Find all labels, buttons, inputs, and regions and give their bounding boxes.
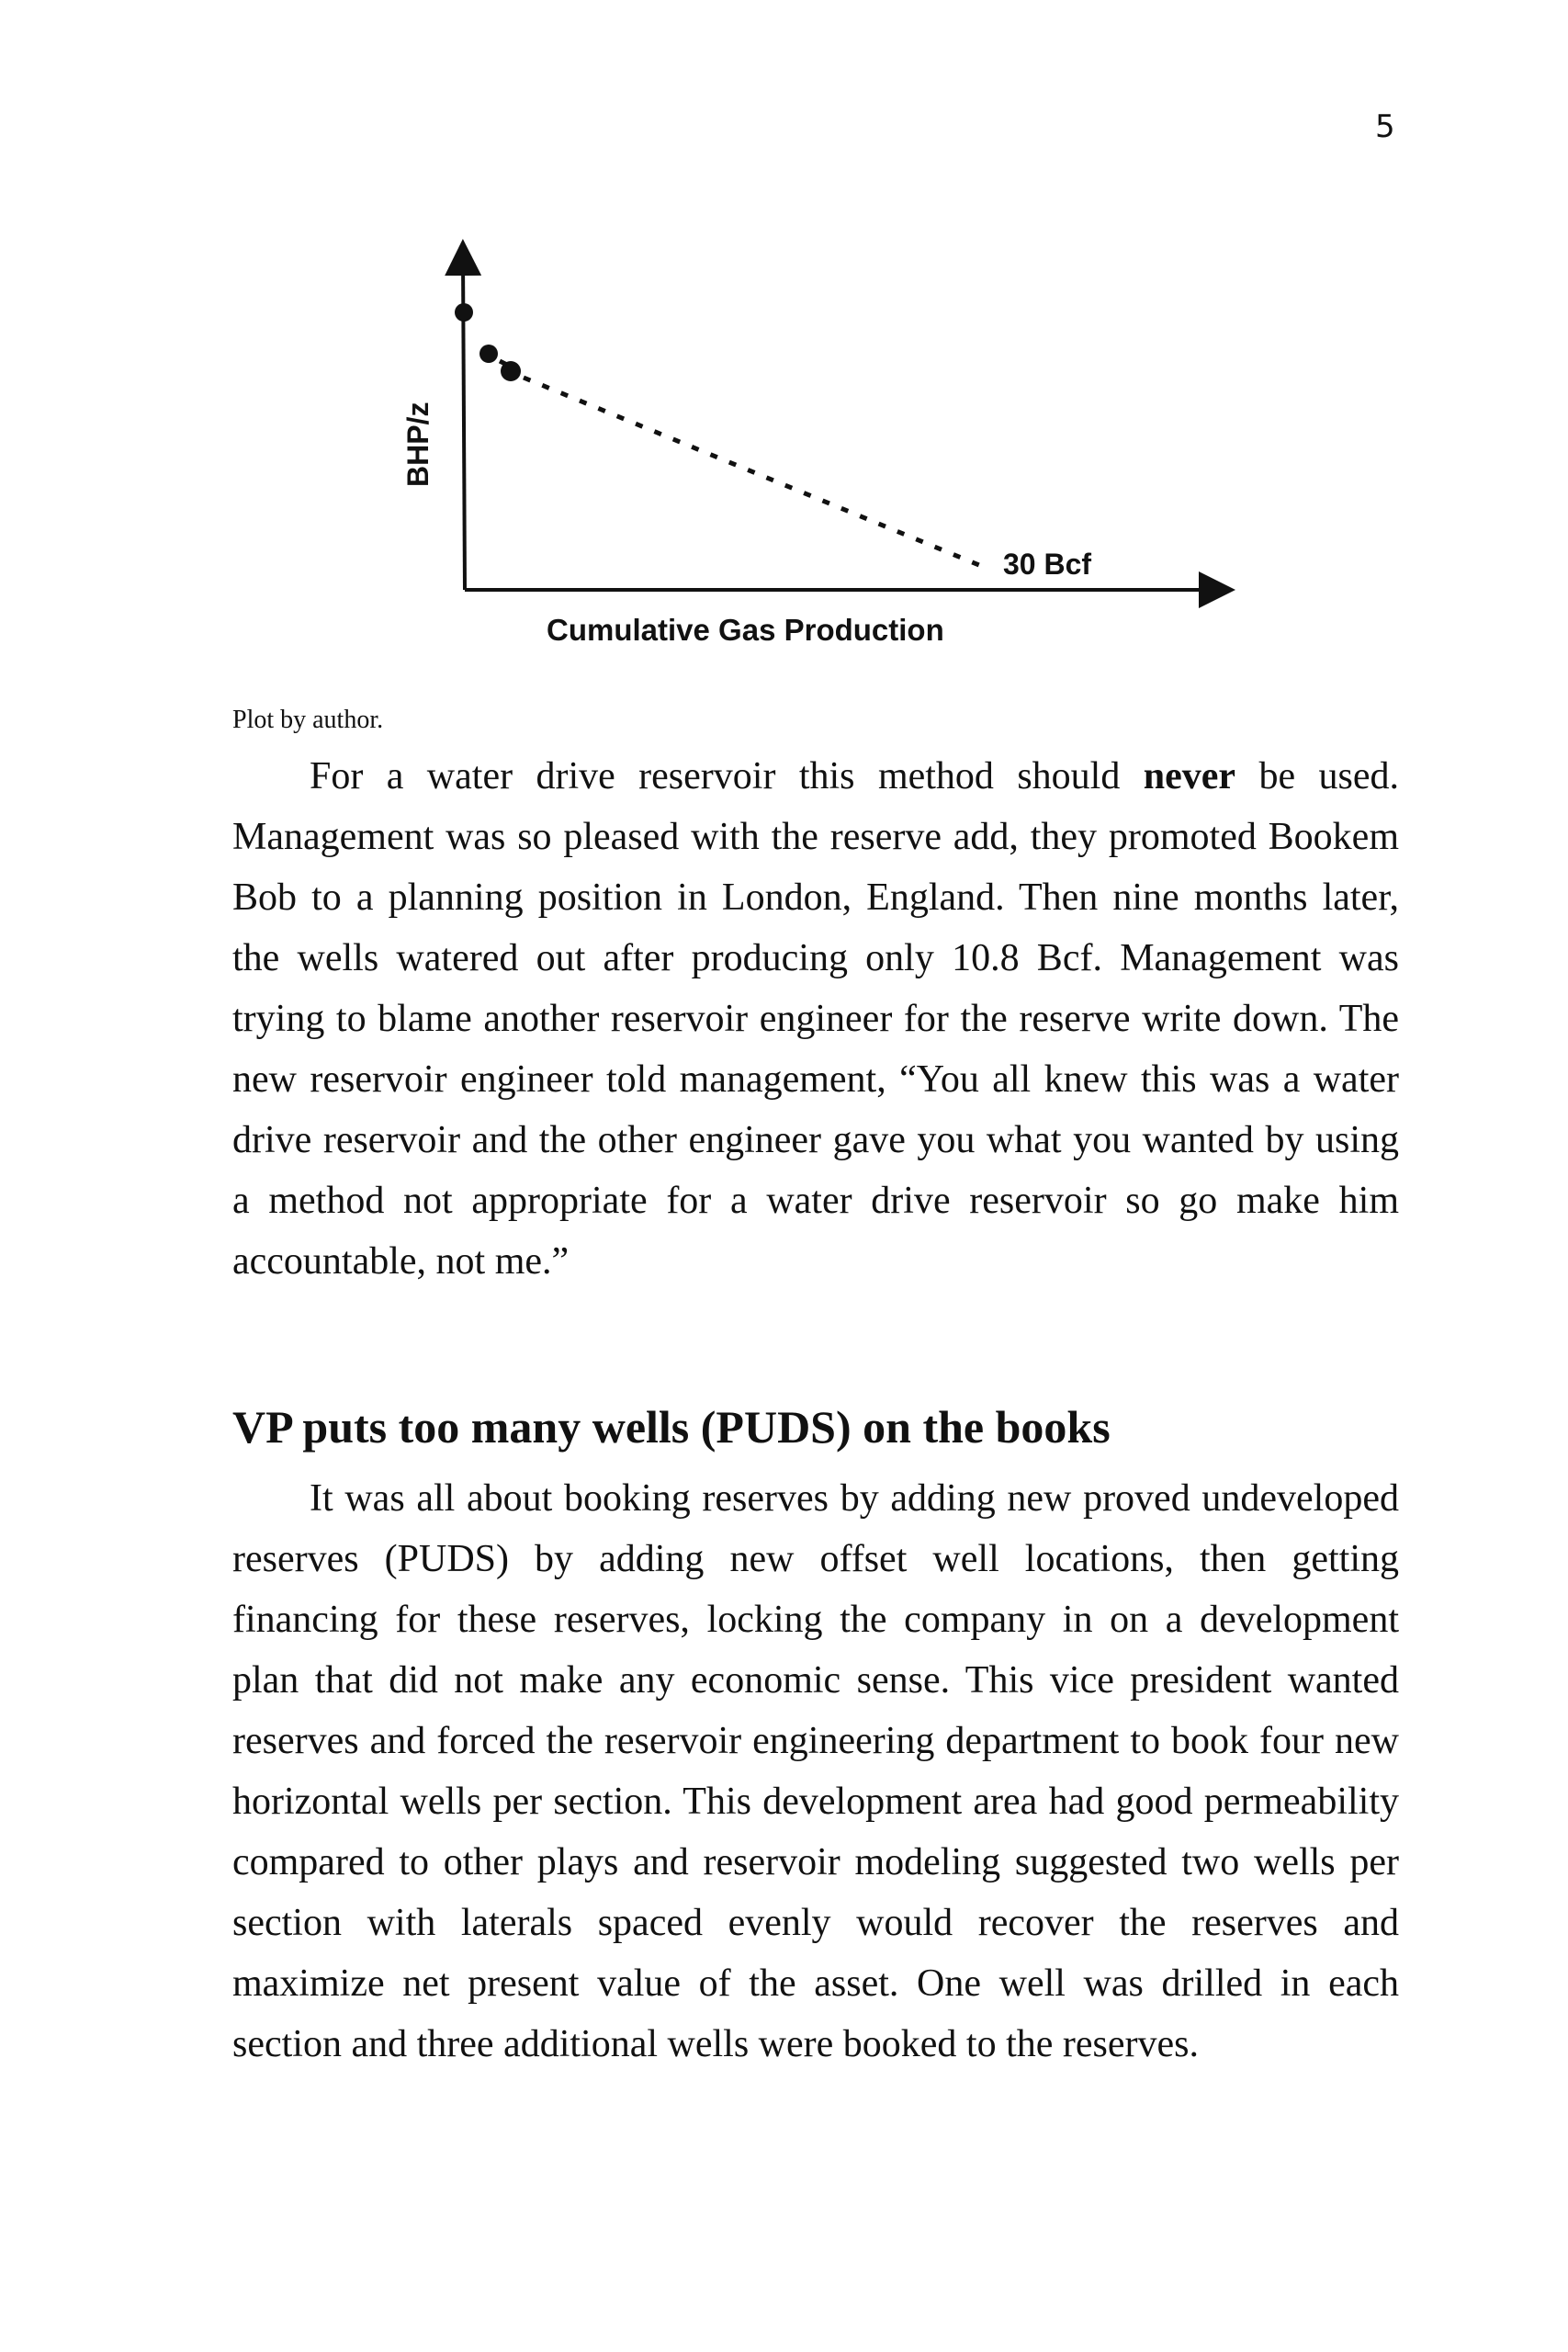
section-1-body bbox=[232, 746, 1399, 1292]
paragraph-text: be used. Management was so pleased with the reserve add, they promoted Bookem Bob to a planning position in London, England. Then nine months later, the wells watered out after producing only 10.8 Bcf. Management was trying to blame another reservoir engineer for the reserve write down. The new reservoir engineer told management, “You all knew this was a water drive reservoir and the other engineer gave you what you wanted by using a method not appropriate for a water drive reservoir so go make him accountable, not me.” bbox=[232, 755, 1399, 1283]
paragraph-text: For a water drive reservoir this method should bbox=[310, 755, 1144, 797]
paragraph bbox=[232, 746, 1399, 1292]
pz-plot-figure bbox=[386, 248, 1268, 671]
page-number: 5 bbox=[1375, 108, 1395, 145]
paragraph: It was all about booking reserves by adding new proved undeveloped reserves (PUDS) by adding new offset well locations, then getting financing for these reserves, locking the company in on a development plan that did not make any economic sense. This vice president wanted reserves and forced the reservoir engineering department to book four new horizontal wells per section. This development area had good permeability compared to other plays and reservoir modeling suggested two wells per section with laterals spaced evenly would recover the reserves and maximize net present value of the asset. One well was drilled in each section and three additional wells were booked to the reserves. bbox=[232, 1477, 1399, 2065]
pz-plot bbox=[386, 248, 1268, 671]
trend-line bbox=[524, 378, 990, 570]
figure-caption: Plot by author. bbox=[232, 706, 384, 734]
data-point bbox=[455, 303, 473, 322]
section-2-body bbox=[232, 1468, 1399, 2075]
emphasis-text: never bbox=[1143, 755, 1236, 797]
data-point bbox=[479, 345, 498, 363]
end-annotation: 30 Bcf bbox=[1003, 548, 1092, 581]
y-axis-label: BHP/z bbox=[401, 401, 434, 487]
x-axis-label: Cumulative Gas Production bbox=[547, 613, 944, 647]
section-heading: VP puts too many wells (PUDS) on the books bbox=[232, 1401, 1111, 1453]
